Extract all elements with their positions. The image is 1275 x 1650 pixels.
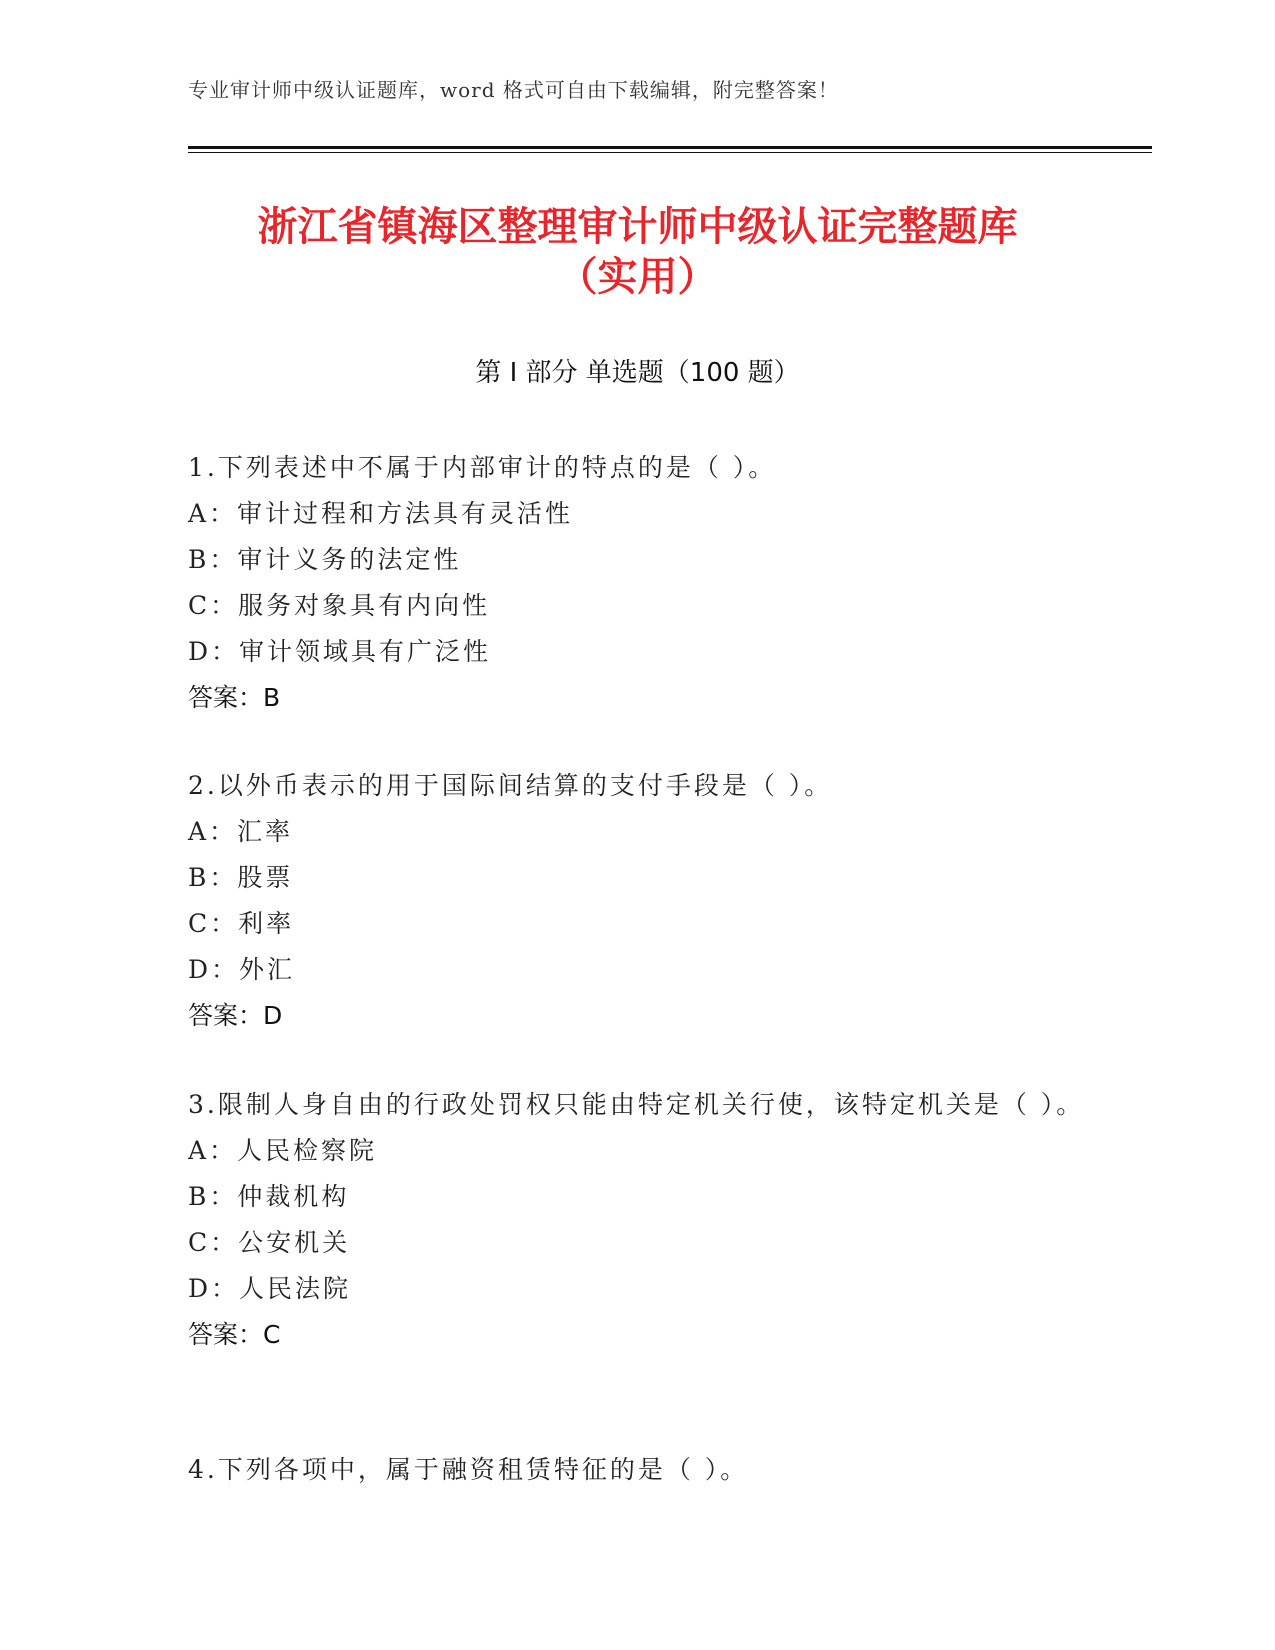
answer: 答案：C xyxy=(188,1320,281,1349)
option-d: D：审计领域具有广泛性 xyxy=(188,637,492,666)
option-b: B：审计义务的法定性 xyxy=(188,545,462,574)
question-stem: 2.以外币表示的用于国际间结算的支付手段是（ ）。 xyxy=(188,771,833,800)
question-stem: 4.下列各项中，属于融资租赁特征的是（ ）。 xyxy=(188,1455,749,1484)
option-a: A：人民检察院 xyxy=(188,1136,378,1165)
option-c: C：利率 xyxy=(188,909,295,938)
answer: 答案：B xyxy=(188,683,281,712)
question-4 xyxy=(188,1447,1088,1493)
document-title-line-2: （实用） xyxy=(557,254,718,300)
question-3 xyxy=(188,1082,1088,1358)
header-divider-thin xyxy=(188,152,1152,153)
option-b: B：股票 xyxy=(188,863,294,892)
question-stem: 3.限制人身自由的行政处罚权只能由特定机关行使，该特定机关是（ ）。 xyxy=(188,1090,1085,1119)
question-stem: 1.下列表述中不属于内部审计的特点的是（ ）。 xyxy=(188,453,777,482)
option-c: C：服务对象具有内向性 xyxy=(188,591,491,620)
question-1 xyxy=(188,445,1088,721)
option-c: C：公安机关 xyxy=(188,1228,351,1257)
document-title-line-1: 浙江省镇海区整理审计师中级认证完整题库 xyxy=(257,204,1018,250)
section-heading: 第 I 部分 单选题（100 题） xyxy=(475,358,800,388)
question-2 xyxy=(188,763,1088,1039)
header-divider-thick xyxy=(188,146,1152,149)
option-d: D：人民法院 xyxy=(188,1274,352,1303)
option-a: A：审计过程和方法具有灵活性 xyxy=(188,499,574,528)
header-note: 专业审计师中级认证题库，word 格式可自由下载编辑，附完整答案！ xyxy=(188,78,839,102)
answer: 答案：D xyxy=(188,1001,283,1030)
option-a: A：汇率 xyxy=(188,817,294,846)
option-b: B：仲裁机构 xyxy=(188,1182,350,1211)
option-d: D：外汇 xyxy=(188,955,296,984)
